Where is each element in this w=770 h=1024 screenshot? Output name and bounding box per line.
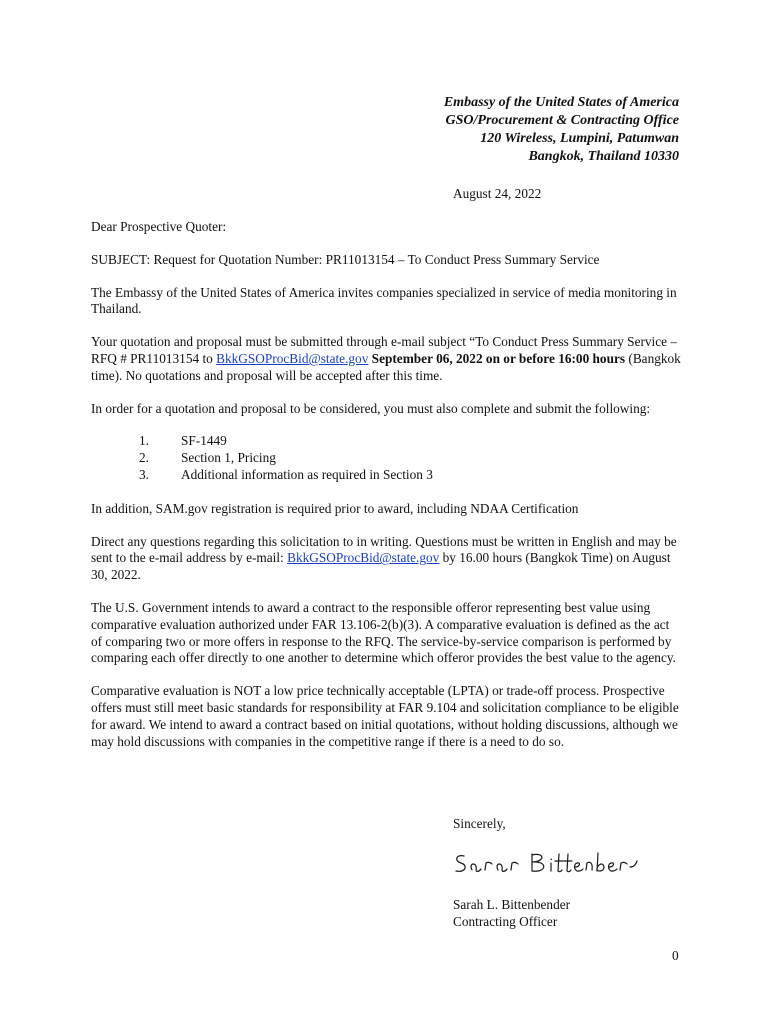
submission-text-2: (Bangkok time). No quotations and proposal will be accepted after this time. — [91, 350, 681, 383]
sam-paragraph: In addition, SAM.gov registration is required prior to award, including NDAA Certification — [91, 500, 579, 516]
list-number: 3. — [139, 466, 149, 482]
signer-name: Sarah L. Bittenbender — [453, 897, 571, 912]
lpta-paragraph: Comparative evaluation is NOT a low price technically acceptable (LPTA) or trade-off process. Prospective offers must still meet basic standards for responsibility at FAR 9.104 and solicitation compliance to be eligible for award. We intend to award a contract based on initial quotations, without holding discussions, although we may hold discussions with companies in the competitive range if there is a need to do so. — [91, 683, 679, 749]
signer-block — [453, 897, 570, 931]
signer-title: Contracting Officer — [453, 913, 558, 929]
list-number: 1. — [139, 433, 149, 449]
requirements-list — [91, 433, 681, 483]
requirements-intro: In order for a quotation and proposal to be considered, you must also complete and submit the following: — [91, 400, 651, 416]
address-line-4: Bangkok, Thailand 10330 — [528, 149, 679, 164]
closing: Sincerely, — [453, 816, 506, 831]
list-text: Section 1, Pricing — [181, 450, 276, 466]
questions-paragraph — [91, 534, 681, 584]
list-text: Additional information as required in Section 3 — [181, 466, 433, 482]
letter-date: August 24, 2022 — [453, 186, 542, 201]
questions-text-1: Direct any questions regarding this solicitation to in writing. Questions must be written in English and may be sent to the e-mail address by e-mail: — [91, 533, 677, 566]
page-number: 0 — [672, 948, 679, 963]
embassy-address — [444, 94, 679, 166]
submission-text-1: Your quotation and proposal must be submitted through e-mail subject “To Conduct Press Summary Service – RFQ # PR11013154 to — [91, 334, 678, 366]
submission-deadline: September 06, 2022 on or before 16:00 hours — [368, 350, 626, 366]
salutation: Dear Prospective Quoter: — [91, 219, 227, 234]
address-line-1: Embassy of the United States of America — [443, 95, 679, 110]
list-text: SF-1449 — [181, 433, 227, 449]
letter-body — [91, 219, 681, 766]
evaluation-paragraph: The U.S. Government intends to award a contract to the responsible offeror representing best value using comparative evaluation authorized under FAR 13.106-2(b)(3). A comparative evaluation is defined as the act of comparing two or more offers in response to the RFQ. The service-by-service comparison is performed by comparing each offer directly to one another to determine which offeror provides the best value to the agency. — [91, 599, 676, 666]
list-item — [91, 450, 681, 467]
list-item — [91, 433, 681, 450]
questions-email-link[interactable]: BkkGSOProcBid@state.gov — [287, 550, 440, 566]
address-line-3: 120 Wireless, Lumpini, Patumwan — [480, 131, 679, 146]
intro-paragraph: The Embassy of the United States of America invites companies specialized in service of media monitoring in Thailand. — [91, 284, 677, 317]
address-line-2: GSO/Procurement & Contracting Office — [445, 113, 679, 128]
submission-paragraph — [91, 334, 681, 384]
list-number: 2. — [139, 450, 149, 466]
questions-text-2: by 16.00 hours (Bangkok Time) on August 30, 2022. — [91, 550, 671, 583]
submission-email-link[interactable]: BkkGSOProcBid@state.gov — [216, 350, 369, 366]
list-item — [91, 467, 681, 484]
handwritten-signature — [452, 848, 638, 878]
subject-line: SUBJECT: Request for Quotation Number: PR11013154 – To Conduct Press Summary Service — [91, 251, 600, 267]
